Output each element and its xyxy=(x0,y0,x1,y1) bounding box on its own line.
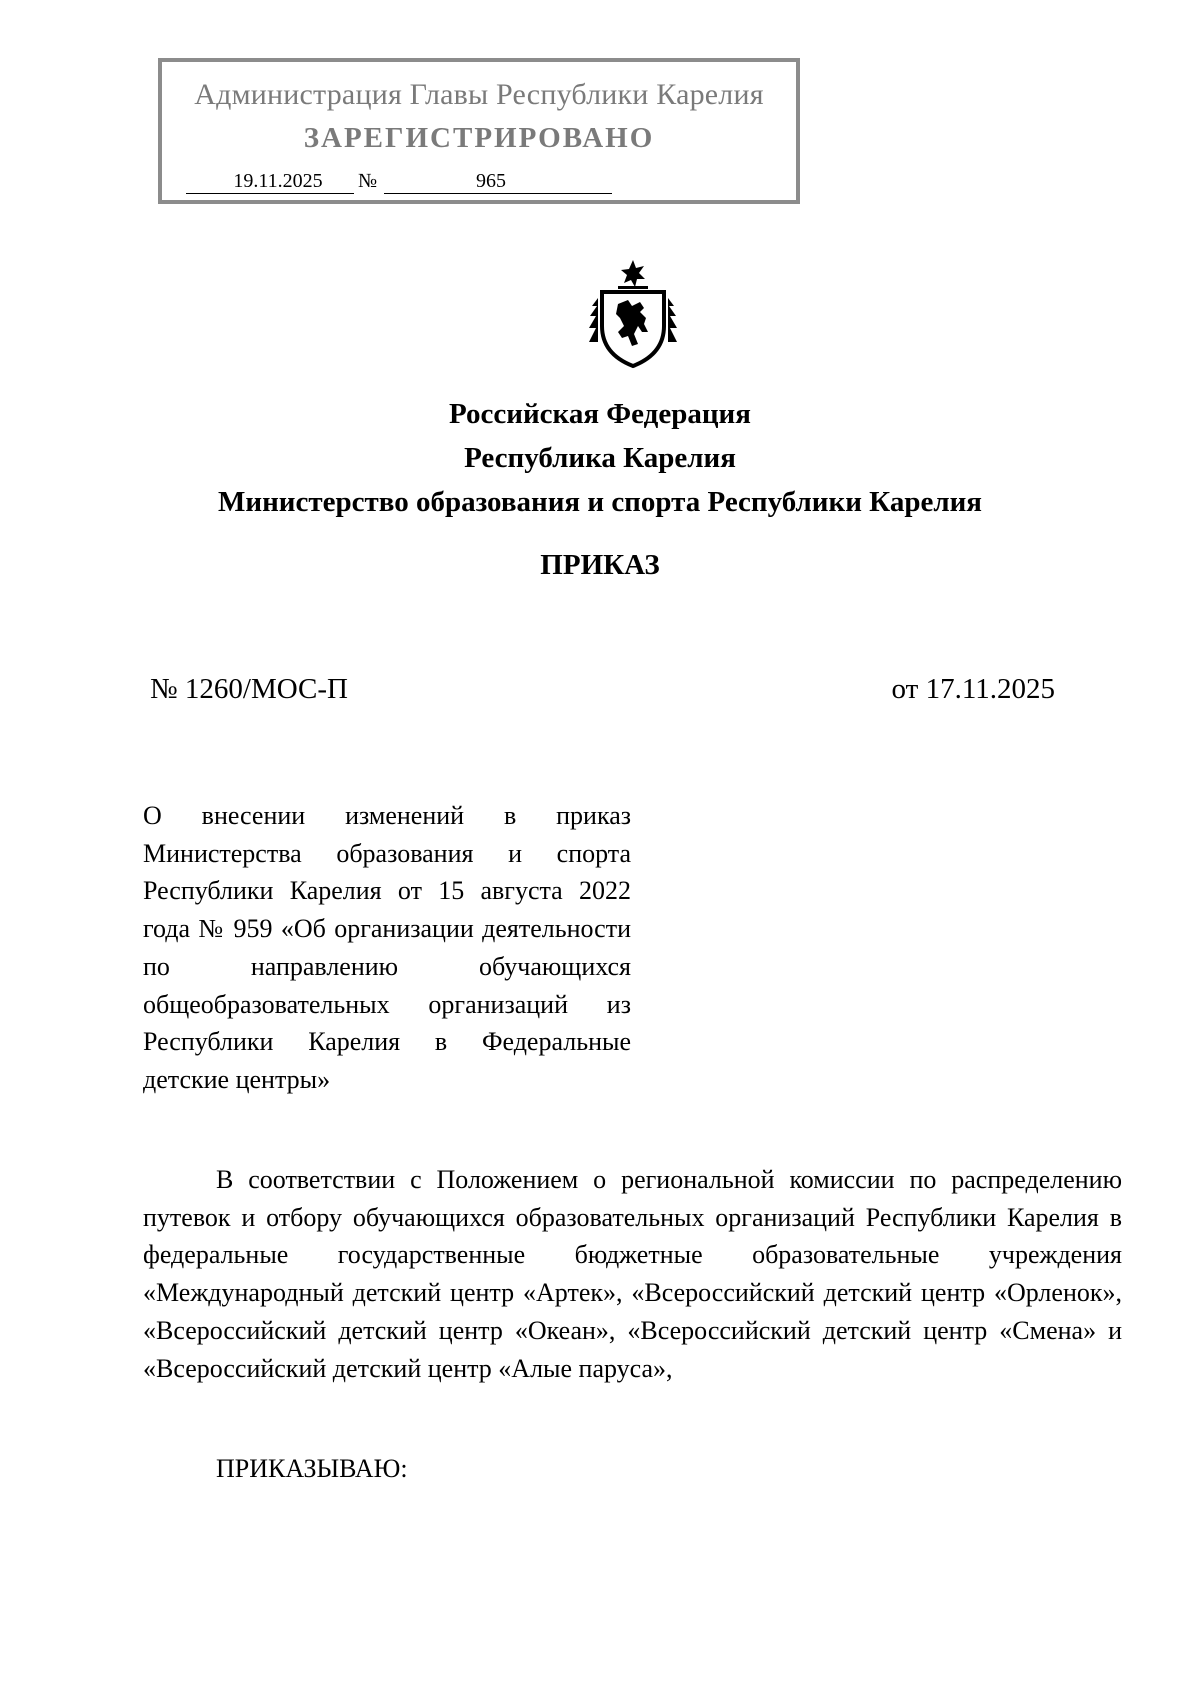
stamp-status: ЗАРЕГИСТРИРОВАНО xyxy=(303,122,655,154)
stamp-number-label: № xyxy=(358,170,378,192)
order-date: от 17.11.2025 xyxy=(891,673,1055,705)
document-type-heading: ПРИКАЗ xyxy=(540,549,660,581)
coat-of-arms-icon xyxy=(588,258,678,370)
registration-stamp xyxy=(158,58,800,204)
country-heading: Российская Федерация xyxy=(449,398,751,430)
ministry-heading: Министерство образования и спорта Республики Карелия xyxy=(218,486,982,518)
stamp-date: 19.11.2025 xyxy=(186,170,354,194)
stamp-number: 965 xyxy=(384,170,612,194)
order-directive: ПРИКАЗЫВАЮ: xyxy=(216,1454,408,1483)
order-number: № 1260/МОС-П xyxy=(150,673,349,705)
order-body-paragraph: В соответствии с Положением о региональной комиссии по распределению путевок и отбору обучающихся образовательных организаций Республики Карелия в федеральные государственные бюджетные образовательные учреждения «Международный детский центр «Артек», «Всероссийский детский центр «Орленок», «Всероссийский детский центр «Океан», «Всероссийский детский центр «Смена» и «Всероссийский детский центр «Алые паруса», xyxy=(143,1165,1122,1383)
stamp-organization: Администрация Главы Республики Карелия xyxy=(194,78,764,111)
republic-heading: Республика Карелия xyxy=(464,442,736,474)
order-subject: О внесении изменений в приказ Министерства образования и спорта Республики Карелия от 15 августа 2022 года № 959 «Об организации деятельности по направлению обучающихся общеобразовательных организаций из Республики Карелия в Федеральные детские центры» xyxy=(143,801,631,1094)
